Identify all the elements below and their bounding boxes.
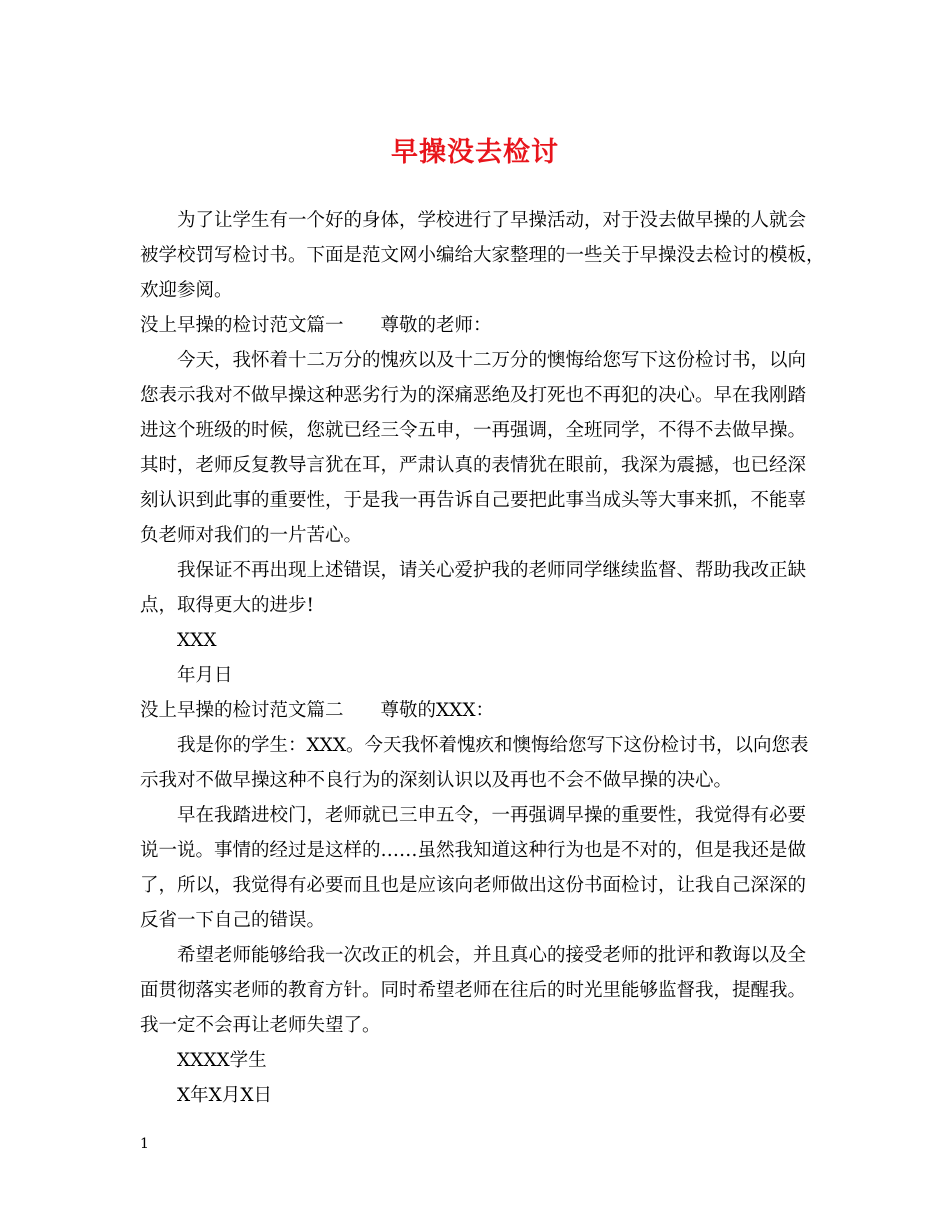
signature-name: XXX bbox=[177, 630, 217, 651]
paragraph-line: 点，取得更大的进步! bbox=[140, 595, 314, 616]
section-heading: 没上早操的检讨范文篇二 bbox=[140, 700, 344, 721]
paragraph-line: 我一定不会再让老师失望了。 bbox=[140, 1015, 381, 1036]
paragraph-line: 欢迎参阅。 bbox=[140, 280, 233, 301]
paragraph-line: 希望老师能够给我一次改正的机会，并且真心的接受老师的批评和教诲以及全 bbox=[177, 945, 807, 966]
paragraph-line: 反省一下自己的错误。 bbox=[140, 910, 326, 931]
section-heading: 没上早操的检讨范文篇一 bbox=[140, 315, 344, 336]
salutation: 尊敬的XXX： bbox=[380, 700, 495, 721]
paragraph-line: 我是你的学生：XXX。今天我怀着愧疚和懊悔给您写下这份检讨书，以向您表 bbox=[177, 735, 809, 756]
paragraph-line: 今天，我怀着十二万分的愧疚以及十二万分的懊悔给您写下这份检讨书，以向 bbox=[177, 350, 807, 371]
paragraph-line: 为了让学生有一个好的身体，学校进行了早操活动，对于没去做早操的人就会 bbox=[177, 210, 807, 231]
paragraph-line: 被学校罚写检讨书。下面是范文网小编给大家整理的一些关于早操没去检讨的模板， bbox=[140, 245, 825, 266]
page-number: 1 bbox=[140, 1136, 149, 1152]
section-heading-line bbox=[140, 693, 816, 728]
document-body bbox=[140, 203, 825, 1113]
signature-date: 年月日 bbox=[177, 665, 233, 686]
paragraph-line: 进这个班级的时候，您就已经三令五申，一再强调，全班同学，不得不去做早操。 bbox=[140, 420, 807, 441]
paragraph-line: 刻认识到此事的重要性，于是我一再告诉自己要把此事当成头等大事来抓，不能辜 bbox=[140, 490, 807, 511]
paragraph-line: 示我对不做早操这种不良行为的深刻认识以及再也不会不做早操的决心。 bbox=[140, 770, 733, 791]
paragraph-line: 其时，老师反复教导言犹在耳，严肃认真的表情犹在眼前，我深为震撼，也已经深 bbox=[140, 455, 807, 476]
signature-name: XXXX学生 bbox=[177, 1050, 267, 1071]
signature-date: X年X月X日 bbox=[177, 1085, 273, 1106]
paragraph-line: 说一说。事情的经过是这样的……虽然我知道这种行为也是不对的，但是我还是做 bbox=[140, 840, 807, 861]
paragraph-line: 负老师对我们的一片苦心。 bbox=[140, 525, 363, 546]
paragraph-line: 了，所以，我觉得有必要而且也是应该向老师做出这份书面检讨，让我自己深深的 bbox=[140, 875, 807, 896]
paragraph-line: 早在我踏进校门，老师就已三申五令，一再强调早操的重要性，我觉得有必要 bbox=[177, 805, 807, 826]
paragraph-line: 您表示我对不做早操这种恶劣行为的深痛恶绝及打死也不再犯的决心。早在我刚踏 bbox=[140, 385, 807, 406]
document-title: 早操没去检讨 bbox=[391, 137, 559, 168]
salutation: 尊敬的老师： bbox=[380, 315, 492, 336]
section-heading-line bbox=[140, 308, 816, 343]
paragraph-line: 我保证不再出现上述错误，请关心爱护我的老师同学继续监督、帮助我改正缺 bbox=[177, 560, 807, 581]
paragraph-line: 面贯彻落实老师的教育方针。同时希望老师在往后的时光里能够监督我，提醒我。 bbox=[140, 980, 807, 1001]
